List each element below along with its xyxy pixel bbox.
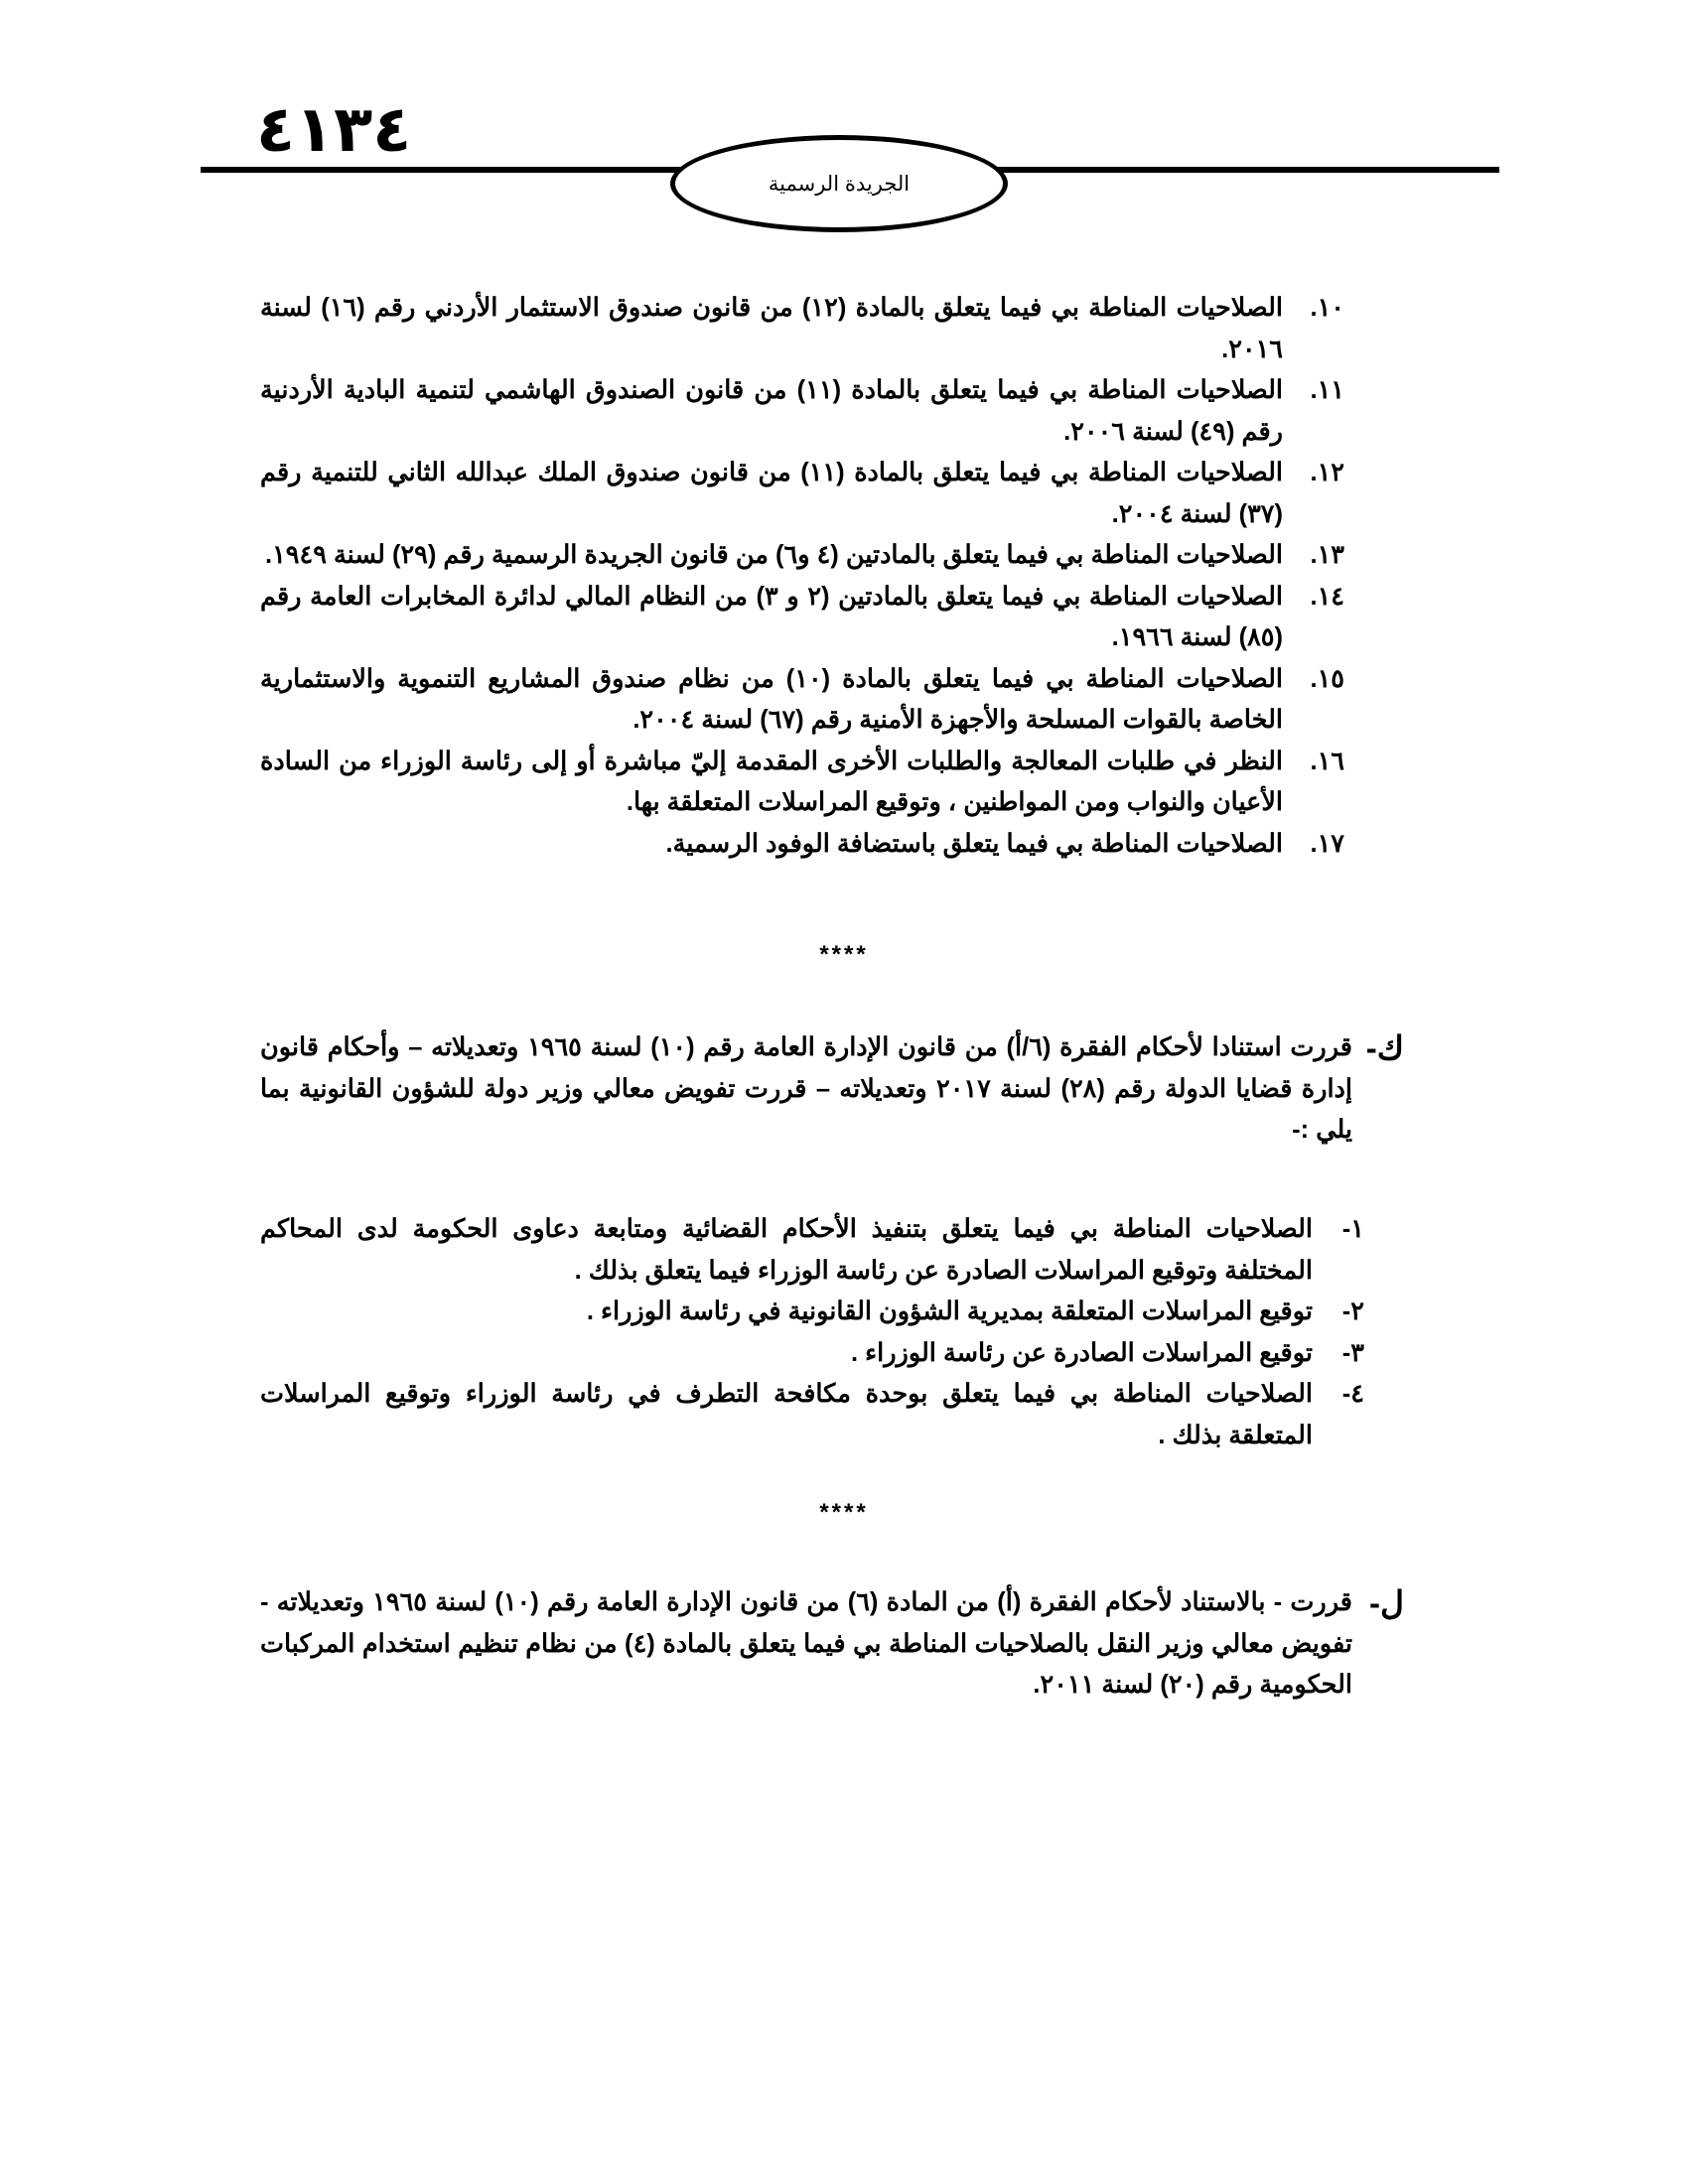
powers-list-continued — [260, 288, 1344, 865]
item-number: ١٠. — [1310, 294, 1344, 322]
section-separator: **** — [819, 941, 869, 968]
list-item — [260, 453, 1344, 535]
item-text: الصلاحيات المناطة بي فيما يتعلق بالمادة (١١) من قانون صندوق الملك عبدالله الثاني للتنمية رقم (٣٧) لسنة ٢٠٠٤. — [260, 459, 1283, 528]
list-item — [260, 742, 1344, 824]
item-number: ٢- — [1341, 1297, 1364, 1325]
list-item — [260, 659, 1344, 742]
item-number: ١٢. — [1310, 459, 1344, 486]
item-number: ١- — [1341, 1215, 1364, 1243]
delegation-list — [260, 1209, 1364, 1456]
list-item — [260, 1374, 1364, 1456]
item-number: ١٦. — [1310, 747, 1344, 775]
gazette-title-oval — [670, 135, 1008, 232]
item-text: الصلاحيات المناطة بي فيما يتعلق بالمادة (١٢) من قانون صندوق الاستثمار الأردني رقم (١٦) لسنة ٢٠١٦. — [260, 294, 1283, 363]
item-text: الصلاحيات المناطة بي فيما يتعلق بالمادتين (٤ و٦) من قانون الجريدة الرسمية رقم (٢٩) لسنة ١٩٤٩. — [265, 541, 1283, 569]
section-l — [260, 1582, 1404, 1706]
list-item — [260, 1292, 1364, 1333]
page-number: ٤١٣٤ — [256, 93, 412, 167]
list-item — [260, 370, 1344, 453]
gazette-title: الجريدة الرسمية — [768, 172, 911, 196]
item-number: ١٧. — [1310, 829, 1344, 858]
section-k — [260, 1027, 1404, 1152]
section-text: قررت - بالاستناد لأحكام الفقرة (أ) من المادة (٦) من قانون الإدارة العامة رقم (١٠) لسنة ١٩٦٥ وتعديلاته - تفويض معالي وزير النقل بالصلاحيات المناطة بي فيما يتعلق بالمادة (٤) من نظام تنظيم استخدام المركبات الحكومية رقم (٢٠) لسنة ٢٠١١. — [260, 1588, 1353, 1699]
item-number: ٤- — [1341, 1380, 1364, 1408]
item-number: ١٤. — [1310, 582, 1344, 611]
list-item — [260, 1333, 1364, 1375]
item-text: الصلاحيات المناطة بي فيما يتعلق بالمادتين (٢ و ٣) من النظام المالي لدائرة المخابرات العامة رقم (٨٥) لسنة ١٩٦٦. — [260, 582, 1284, 651]
list-item — [260, 288, 1344, 370]
list-item — [260, 535, 1344, 577]
item-text: الصلاحيات المناطة بي فيما يتعلق بالمادة (١١) من قانون الصندوق الهاشمي لتنمية البادية الأردنية رقم (٤٩) لسنة ٢٠٠٦. — [260, 376, 1283, 446]
item-text: توقيع المراسلات المتعلقة بمديرية الشؤون القانونية في رئاسة الوزراء . — [586, 1297, 1313, 1325]
section-separator: **** — [819, 1499, 869, 1526]
item-text: توقيع المراسلات الصادرة عن رئاسة الوزراء . — [850, 1338, 1313, 1367]
item-text: النظر في طلبات المعالجة والطلبات الأخرى المقدمة إليّ مباشرة أو إلى رئاسة الوزراء من السادة الأعيان والنواب ومن المواطنين ، وتوقيع المراسلات المتعلقة بها. — [260, 747, 1283, 816]
item-text: الصلاحيات المناطة بي فيما يتعلق بوحدة مكافحة التطرف في رئاسة الوزراء وتوقيع المراسلات المتعلقة بذلك . — [260, 1380, 1313, 1449]
section-text: قررت استنادا لأحكام الفقرة (٦/أ) من قانون الإدارة العامة رقم (١٠) لسنة ١٩٦٥ وتعديلاته – وأحكام قانون إدارة قضايا الدولة رقم (٢٨) لسنة ٢٠١٧ وتعديلاته – قررت تفويض معالي وزير دولة للشؤون القانونية بما يلي :- — [260, 1033, 1352, 1144]
item-text: الصلاحيات المناطة بي فيما يتعلق باستضافة الوفود الرسمية. — [665, 829, 1283, 858]
list-item — [260, 824, 1344, 866]
item-number: ١٣. — [1310, 541, 1344, 569]
list-item — [260, 577, 1344, 659]
item-number: ١١. — [1310, 376, 1344, 404]
item-number: ٣- — [1341, 1338, 1364, 1367]
item-text: الصلاحيات المناطة بي فيما يتعلق بتنفيذ الأحكام القضائية ومتابعة دعاوى الحكومة لدى المحاكم المختلفة وتوقيع المراسلات الصادرة عن رئاسة الوزراء فيما يتعلق بذلك . — [260, 1215, 1313, 1285]
section-letter: ل- — [1369, 1584, 1404, 1621]
item-text: الصلاحيات المناطة بي فيما يتعلق بالمادة (١٠) من نظام صندوق المشاريع التنموية والاستثمارية الخاصة بالقوات المسلحة والأجهزة الأمنية رقم (٦٧) لسنة ٢٠٠٤. — [260, 664, 1283, 734]
item-number: ١٥. — [1310, 664, 1344, 693]
section-letter: ك- — [1365, 1029, 1404, 1066]
list-item — [260, 1209, 1364, 1292]
